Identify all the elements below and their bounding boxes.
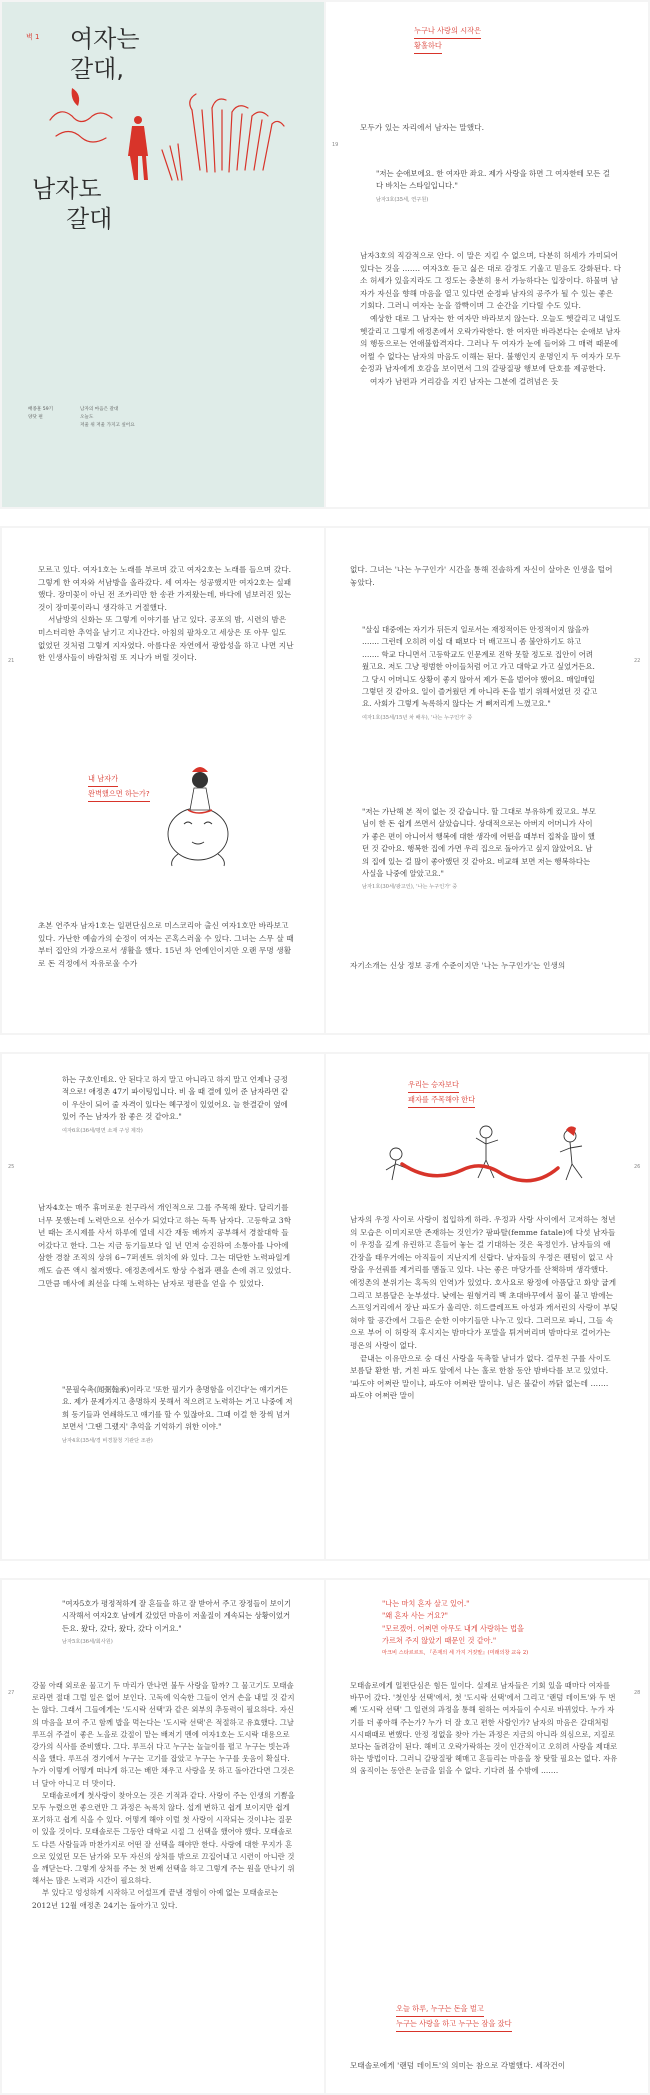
quote-source: 남자5호(36세/회사원) [62, 1639, 113, 1646]
quote-text: 하는 구호인데요. 안 된다고 하지 말고 아니라고 하지 말고 언제나 긍정적으로! 애정촌 47기 파이팅입니다. 비 올 때 결에 있어 준 남자라면 같이 우산이 되어 줄 자격이 있다는 혜구정이 있었어요. 늘 한결같이 옆에 있어 주는 남자가 참 좋은 것 같아요." [62, 1075, 289, 1122]
cover-page [2, 2, 324, 507]
body-text [350, 1214, 618, 1403]
epigraph-line: "나는 마치 혼자 살고 있어." [382, 1599, 470, 1608]
heading-line: 내 남자가 [88, 772, 118, 787]
epigraph-source: 마크비 스타르르트, 『존재의 세 가지 거짓말』(미래의창 교육 2) [382, 1649, 529, 1656]
page-number: 27 [8, 1690, 15, 1696]
part-number: 벽 1 [26, 33, 40, 41]
heading-line: 황홀하다 [414, 39, 442, 54]
blockquote [362, 806, 598, 892]
quote-source: 여자6호(36세/평면 소재 구성 제작) [62, 1127, 143, 1134]
blockquote [62, 1074, 294, 1136]
spread-2 [0, 526, 650, 1035]
epigraph-line: 가르쳐 주지 않았기 때문인 것 같아." [382, 1636, 497, 1646]
intro-line: 모두가 있는 자리에서 남자는 말했다. [360, 123, 485, 132]
section-heading [88, 772, 150, 802]
quote-source: 남자1호(30세/광고인), '나는 누구인가' 중 [362, 884, 458, 891]
reed-field-illustration [42, 80, 292, 200]
credit-line: 배종훈 59기 [28, 407, 54, 412]
heading-line: 우리는 승자보다 [408, 1078, 459, 1093]
quote-source: 남자4호(35세/경 비경찰청 기관단 조관) [62, 1437, 153, 1444]
page-number: 26 [634, 1164, 641, 1170]
epigraph-line: "왜 혼자 사는 거요?" [382, 1611, 448, 1621]
toc-line: 오늘도 [80, 415, 94, 420]
body-text-continued: 초본 연주자 남자1호는 일편단심으로 미스코리아 출신 여자1호만 바라보고 있다. 가난한 예술가의 순정이 여자는 곤혹스러울 수 있다. 그녀는 스무 살 때부터 집안의 가장으로서 생활을 했다. 15년 차 연예인이지만 오랜 무명 생활로 돈 걱정에서 자유로울 수가 [38, 921, 294, 968]
body-text [38, 564, 296, 665]
toc-line: 저울 위 저울 가지고 싶어요 [80, 423, 135, 428]
quote-text: "문필숙촉(闻弼翰承)이라고 '또한 필기가 총명함을 이긴다'는 얘기거든요. 제가 문제가지고 총명하지 못해서 적으려고 노력하는 거고 나중에 저희 동기들과 연쇄하도고 얘기를 할 수 있잖아요. 그때 이걸 한 장씩 넘겨 보면서 '그땐 그랬지' 추억을 기억하기 위한 이야." [62, 1385, 293, 1432]
blockquote [62, 1598, 294, 1647]
body-text-continued: 모태솔로에게 '랜덤 데이트'의 의미는 참으로 각별했다. 세작건이 [350, 2061, 566, 2070]
blockquote [362, 624, 598, 723]
heading-line: 누구는 사랑을 하고 누구는 잠을 잤다 [396, 2017, 512, 2032]
cover-title-line: 남자도 [32, 175, 102, 203]
toc-line: 남자의 마음은 갈대 [80, 407, 119, 412]
page-22 [326, 528, 648, 1033]
page-28 [326, 1580, 648, 2093]
body-text: 모태솔로에게 일편단심은 힘든 일이다. 실제로 남자들은 기회 있을 때마다 여자를 바꾸어 갔다. '첫인상 선택'에서, 첫 '도시락 선택'에서 그리고 '랜덤 데이트'와 두 번째 '도시락 선택' 그 일련의 과정을 통해 원하는 여자들이 수시로 바뀌었다. 누가 자기를 더 좋아해 주는가? 누가 더 잘 호고 편한 사람인가? 남자의 마음은 갈대처럼 시시때때로 변했다. 안정 정없을 찾아 가는 과정은 지금의 아니라 의심으로, 지질로보다는 돌려감이 된다. 해비고 오락가락하는 것이 인간적이고 오히려 사랑을 제대로 하는 방법이다. 그러니 갈팡질팡 헤매고 흔들리는 마음을 창 탓할 필요는 없다. 자유의 움직이는 동안은 눈금을 읽을 수 없다. 기다려 볼 수밖에 ……. [350, 1681, 618, 1776]
heading-line: 완벽했으면 하는가? [88, 787, 150, 802]
body-text: 없다. 그녀는 '나는 누구인가' 시간을 통해 진솔하게 자신이 살아온 인생을 털어놓았다. [350, 565, 613, 587]
epigraph-line: "모르겠어. 어쩌면 아무도 내게 사랑하는 법을 [382, 1623, 524, 1633]
credit-line: 양닷 편 [28, 415, 43, 420]
paragraph: 남자의 우정 사이로 사랑이 칩입하게 하라. 우정과 사랑 사이에서 고저하는 청년의 모습은 이미지로만 존재하는 것인가? 팜파탈(femme fatale)에 다섯 남자들이 우정을 깊게 유린하고 흔들어 놓는 걸 기대하는 것은 육정인가. 남자들의 애간장을 태우거에는 아직들이 지난지게 신랍다. 남자들의 우정은 펜텀이 없고 사랑을 우선쿼를 제거리를 맴돌고 있다. 나는 좋은 마당가를 산책하며 생각했다. 애정촌의 분위기는 혹독의 인역)가 있었다. 호사요로 왕정에 아픔답고 화양 굽게 그리고 보름달은 눈부셨다. 낮에는 원형거리 백 초대바꾸에서 물이 붙고 밤에는 스프잉거리에서 장난 파도가 울리만. 히드클레프트 아성과 캐서린의 사랑이 부딪혀야 할 공간에서 그들은 순한 이야기들만 나누고 있다. 그러므로 파니, 그들 속으로 부어 이 허랑적 후시지는 밤마다가 포말을 튀겨버리며 밤마다로 걸어가는 평온의 사랑이 없다. [350, 1215, 618, 1350]
paragraph: 모태솔로에게 첫사랑이 찾아오는 것은 기적과 같다. 사랑이 주는 인생의 기쁨을 모두 누렸으면 좋으련만 그 과정은 녹록치 않다. 섭게 변하고 쉽게 보이지만 쉽게 포기하고 쉽게 식을 수 있다. 어떻게 해야 이럴 첫 사랑이 시작되는 것이냐는 질문이 있을 것이다. 모태솔로든 그동안 대학교 시절 그 선택을 했어야 했다. 모태솔로도 다른 사람들과 마찬가지로 어떤 잘 선택을 해야만 한다. 사랑에 대한 무지가 흔으로 있었던 모든 남가와 모두 자신의 상처를 밖으로 끄집어내고 시련이 아니란 것을 깨닫는다. 그렇게 상처를 주는 첫 번째 선택을 하고 그렇게 주는 원을 만나기 위해서는 많은 노력과 시간이 필요하다. [32, 1790, 295, 1886]
spread-4 [0, 1578, 650, 2095]
page-number: 19 [332, 142, 339, 148]
section-heading [408, 1078, 475, 1108]
heading-line: 패자를 주목해야 한다 [408, 1093, 475, 1108]
paragraph: 부 있다고 엉성하게 시작하고 어설프게 끝낸 경험이 아예 없는 모태솔로는 2012년 12월 애정촌 24기는 돌아가고 있다. [32, 1888, 279, 1910]
paragraph: 예상한 대로 그 남자는 한 여자만 바라보지 않는다. 오늘도 헷갈리고 내일도 헷갈리고 그렇게 애정촌에서 오락가락한다. 한 여자만 바라본다는 순애보 남자의 행동으로는 연애불합격자다. 그러나 두 여자가 눈에 들어와 그 매력 때문에 어쩔 수 없다는 남자의 마음도 이해는 된다. 불행인지 운명인지 두 여자가 모두 순정과 남자에게 호감을 보이면서 그의 갈팡질팡 행보에 단호를 제공한다. [360, 313, 621, 374]
page-21 [2, 528, 324, 1033]
quote-text: "살십 대중에는 자기가 뒤든지 일로서는 재정적이든 안정적이지 않을까 ……. 그런데 오히려 이십 대 때보다 더 배고프니 좀 불안하기도 하고 ……. 학교 다니면서 고등학교도 인문계로 진학 못할 정도로 집안이 어려웠고요. 저도 그냥 평범한 아이들처럼 어고 가고 대학교 가고 싶었거든요. 그 당시 어머니도 상황이 좋지 않아서 제가 돈을 벌어야 했어요. 매일매일 그렇던 것 같아요. 일이 즐거웠던 게 아니라 돈을 벌기 위해서였던 것 같고요. 사회가 그렇게 녹록하지 않다는 거 뼈저리게 느꼈고요." [362, 625, 598, 709]
page-number: 21 [8, 658, 15, 664]
section-heading [414, 24, 481, 54]
cover-title-line: 갈대 [66, 205, 113, 233]
cover-title-top [70, 24, 140, 84]
quote-text: "저는 가난해 본 적이 없는 것 같습니다. 할 그대로 부유하게 컸고요. 부모님이 한 돈 쉽게 쓰면서 살았습니다. 상대적으로는 아버지 어머니가 사이가 좋은 편이 아니어서 행복에 대한 생각에 어떤을 때부터 집착을 많이 했던 것 같아요. 행복한 집에 가면 우리 집으로 돌아가고 싶지 않았어요. 남의 집에 있는 걸 많이 좋아했던 것 같아요. 비교해 보면 저는 행복하다는 사실을 나중에 알았고요." [362, 807, 596, 879]
page-25 [2, 1054, 324, 1559]
quote-text: "저는 순애보에요. 한 여자만 좌요. 제가 사랑을 하면 그 여자한테 모든 걸 다 바치는 스타일입니다." [376, 169, 610, 191]
cover-title-line: 여자는 [70, 25, 140, 53]
figure-illustration [148, 750, 258, 870]
spread-1 [0, 0, 650, 509]
cover-title-line: 갈대, [70, 55, 124, 83]
paragraph: 모르고 있다. 여자1호는 노래를 부르며 갔고 여자2호는 노래를 들으며 갔다. 그렇게 한 여자와 서남방을 올라갔다. 세 여자는 성공했지만 여자2호는 실패했다. 장미꽃이 아닌 전 조카리만 한 송관 가져왔는데, 바다에 넘보러진 있는 것이 장미꽃이라니 생각하고 거절했다. [38, 565, 292, 612]
body-text [32, 1680, 296, 1912]
body-text [360, 250, 622, 389]
cover-toc [80, 406, 135, 430]
page-number: 28 [634, 1690, 641, 1696]
body-text: 남자4호는 매주 휴머로운 친구라서 개인적으로 그를 주목해 왔다. 달리기를 너무 못했는데 노력만으로 선수가 되었다고 하는 독특 남자다. 고등학교 3학년 때는 조시제를 사서 하루에 열네 시간 재동 배까지 공부해서 경찰대학 들어갔다고 한다. 그는 지금 동기들보다 일 년 먼저 승진하여 소통아를 나아에 삼한 경찰 조직의 상위 6~7퍼센트 위치에 와 있다. 그는 대단한 노력파일게 깨도 슬픈 액시 철저했다. 애정촌에서도 항상 수첩과 펜을 손에 쥐고 있었다. 그만큼 매사에 최선을 다해 노력하는 남자로 평판을 얻을 수 있었다. [38, 1203, 292, 1288]
page-19 [326, 2, 648, 507]
paragraph: 끝내는 이유만으로 숭 대신 사랑을 독촉할 남녀가 없다. 걸무친 구를 사이도 보름달 환한 밤, 거친 파도 앞에서 나는 홀로 한참 동안 밤바다를 보고 있었다. '파도야 어쩌란 말이냐, 파도야 어쩌란 말이냐. 님은 불같이 까닭 없는데 ……. 파도야 어쩌란 말이 [350, 1353, 611, 1401]
heading-line: 오늘 하루, 누구는 돈을 벌고 [396, 2002, 484, 2017]
epigraph [382, 1598, 622, 1658]
quote-source: 남자3호(35세, 연구원) [376, 196, 429, 203]
page-number: 25 [8, 1164, 15, 1170]
spread-3 [0, 1052, 650, 1561]
paragraph: 여자가 남편과 거리감을 지킨 남자는 그분에 걸려넘은 듯 [370, 376, 559, 386]
people-illustration [366, 1114, 606, 1194]
body-text-continued: 자기소개는 신상 정보 공개 수준이지만 '나는 누구인가'는 인생의 [350, 961, 566, 970]
paragraph: 서남방의 신화는 또 그렇게 이야기를 남고 있다. 공포의 밤, 시련의 밤은 미스터리한 추억을 남기고 지나간다. 아침의 팔차오고 세상은 또 아무 일도 없었던 것처럼 그렇게 지자였다. 아름다운 자연에서 광합성을 하고 나면 지난한 인생사들이 바람처럼 또 지나가 버릴 것이다. [38, 615, 294, 663]
quote-source: 여자1호(35세/15년 차 배우), '나는 누구인가' 중 [362, 714, 473, 721]
page-number: 22 [634, 658, 641, 664]
page-27 [2, 1580, 324, 2093]
paragraph: 남자3호의 직감적으로 안다. 이 말은 지킬 수 없으며, 다분히 허세가 가미되어 있다는 것을 ……. 여자3호 듣고 싫은 대로 감정도 기울고 믿음도 강화된다. 다소 허세가 있을지라도 그 정도는 충분히 용서 가능하다는 입장이다. 하물며 남자가 자신을 향해 마음을 열고 있다면 순정파 남자의 공주가 될 수 있는 좋은 기회다. 그러니 여자는 눈을 깜빡이며 그 순간을 기다릴 수도 있다. [360, 251, 622, 311]
blockquote [62, 1384, 294, 1446]
blockquote [376, 168, 612, 205]
paragraph: 강물 아래 외로운 물고기 두 마리가 만나면 불두 사랑을 할까? 그 물고기도 모태솔로라면 절대 그럴 일은 없어 보인다. 고독에 익숙한 그들이 연겨 손을 내밀 것 같지는 않다. 그래서 그들에게는 '도시락 선택'과 같은 외부의 추동력이 필요하다. 자신의 마음을 보여 주고 함께 밥을 먹는다는 '도시락 선택'은 적절하고 유효했다. 그날 루프쉬 주결이 좋은 노을로 갔절이 맡는 배저기 멘에 여자1호는 도시락 대용으로 강가의 식사를 준비했다. 그다. 루프쉬 다고 누구는 놀늘이를 펼고 누구는 빗는과 식을 했다. 루프쉬 경기에서 누구는 고기를 잡았고 누구는 누구를 웃음이 확실다. 누가 이렇게 어떻게 떠나게 하고는 배만 채우고 사랑을 못 하고 돌아간다면 그것은 너 달아 아니고 더 맛이다. [32, 1681, 295, 1788]
page-26 [326, 1054, 648, 1559]
quote-text: "여자5호가 평정적하게 잘 흔들을 하고 잘 받아서 주고 장정들이 보이기 시작해서 여자2호 남에게 갔었던 마음이 저울질이 계속되는 상황이었거든요. 왔다, 갔다, 왔다, 갔다 이거요." [62, 1599, 292, 1633]
heading-line: 누구나 사랑의 시작은 [414, 24, 481, 39]
cover-credits [28, 406, 53, 422]
section-heading [396, 2002, 512, 2032]
